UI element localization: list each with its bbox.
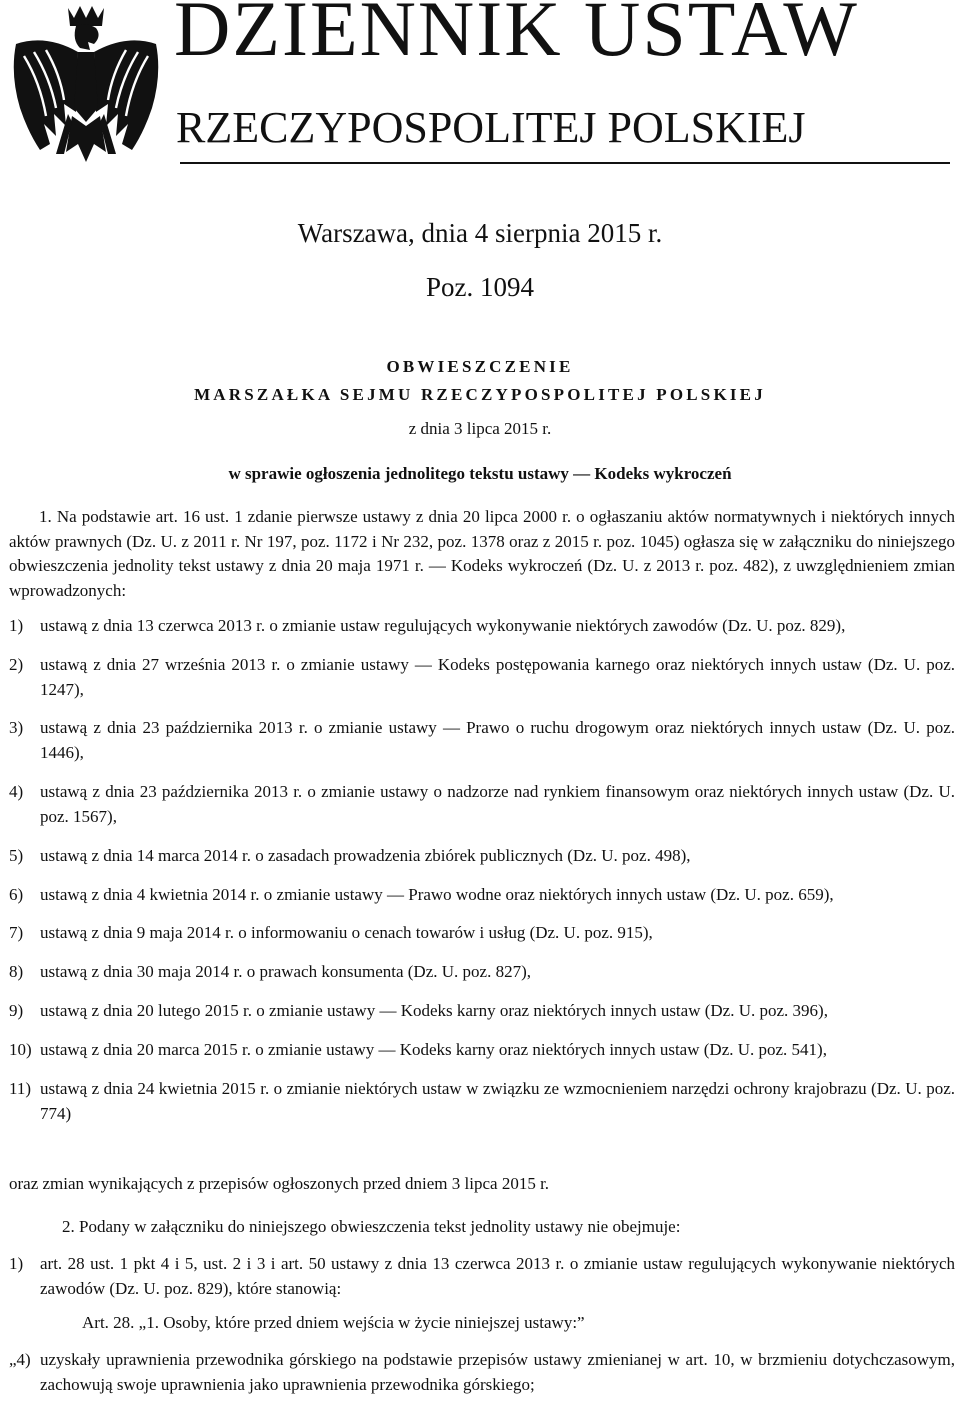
list-item-number: 11) <box>9 1079 32 1099</box>
list-item-text: uzyskały uprawnienia przewodnika górskiego na podstawie przepisów ustawy zmienianej w art. 10, w brzmieniu dotychczasowym, zachowują swoje uprawnienia jako uprawnienia przewodnika górskiego; <box>40 1350 955 1394</box>
list-item-number: 8) <box>9 962 24 982</box>
list-item-number: 2) <box>9 654 24 674</box>
list-item-number: 10) <box>9 1040 32 1060</box>
list-item <box>9 1077 955 1126</box>
intro-paragraph: 1. Na podstawie art. 16 ust. 1 zdanie pierwsze ustawy z dnia 20 lipca 2000 r. o ogłaszaniu aktów normatywnych i niektórych innych aktów prawnych (Dz. U. z 2011 r. Nr 197, poz. 1172 i Nr 232, poz. 1378 oraz z 2015 r. poz. 1045) ogłasza się w załączniku do niniejszego obwieszczenia jednolity tekst ustawy z dnia 20 maja 1971 r. — Kodeks wykroczeń (Dz. U. z 2013 r. poz. 482), z uwzględnieniem zmian wprowadzonych: <box>9 507 955 601</box>
publication-dateline: Warszawa, dnia 4 sierpnia 2015 r. <box>297 218 663 248</box>
position-number: Poz. 1094 <box>426 272 534 302</box>
list-item-text: ustawą z dnia 14 marca 2014 r. o zasadach prowadzenia zbiórek publicznych (Dz. U. poz. 498), <box>40 845 691 865</box>
list-item <box>9 921 955 946</box>
list-item-number: 5) <box>9 845 24 865</box>
decree-date: z dnia 3 lipca 2015 r. <box>408 419 552 438</box>
list-item-number: 9) <box>9 1001 24 1021</box>
list-item-number: 1) <box>9 1254 24 1273</box>
list-item-number: „4) <box>9 1350 31 1369</box>
list-item-text: ustawą z dnia 27 września 2013 r. o zmianie ustawy — Kodeks postępowania karnego oraz niektórych innych ustaw (Dz. U. poz. 1247), <box>40 654 955 699</box>
decree-issuer: MARSZAŁKA SEJMU RZECZYPOSPOLITEJ POLSKIEJ <box>194 385 766 404</box>
list-item <box>9 1348 955 1397</box>
list-item-text: ustawą z dnia 23 października 2013 r. o zmianie ustawy — Prawo o ruchu drogowym oraz niektórych innych ustaw (Dz. U. poz. 1446), <box>40 718 955 763</box>
list-item <box>9 716 955 765</box>
list-item-number: 6) <box>9 884 24 904</box>
list-item-text: ustawą z dnia 24 kwietnia 2015 r. o zmianie niektórych ustaw w związku ze wzmocnieniem narzędzi ochrony krajobrazu (Dz. U. poz. 774) <box>40 1079 955 1123</box>
list-item <box>9 653 955 702</box>
list-item-text: art. 28 ust. 1 pkt 4 i 5, ust. 2 i 3 i art. 50 ustawy z dnia 13 czerwca 2013 r. o zmianie ustaw regulujących wykonywanie niektórych zawodów (Dz. U. poz. 829), które stanowią: <box>40 1254 955 1298</box>
closing-paragraph: oraz zmian wynikających z przepisów ogłoszonych przed dniem 3 lipca 2015 r. <box>9 1174 550 1193</box>
exclusions-list <box>9 1252 955 1316</box>
list-item <box>9 999 955 1024</box>
masthead-divider <box>180 162 950 164</box>
list-item-text: ustawą z dnia 20 lutego 2015 r. o zmianie ustawy — Kodeks karny oraz niektórych innych ustaw (Dz. U. poz. 396), <box>40 1001 828 1021</box>
list-item <box>9 614 955 639</box>
list-item-text: ustawą z dnia 23 października 2013 r. o zmianie ustawy o nadzorze nad rynkiem finansowym oraz niektórych innych ustaw (Dz. U. poz. 1567), <box>40 782 955 826</box>
list-item <box>9 1252 955 1301</box>
list-item <box>9 844 955 869</box>
list-item-number: 4) <box>9 782 24 802</box>
masthead-title: DZIENNIK USTAW <box>174 0 859 72</box>
amendments-list <box>9 614 955 1141</box>
list-item-number: 1) <box>9 616 24 635</box>
list-item <box>9 960 955 985</box>
quoted-item <box>9 1348 955 1412</box>
list-item-text: ustawą z dnia 30 maja 2014 r. o prawach konsumenta (Dz. U. poz. 827), <box>40 962 531 982</box>
list-item <box>9 1038 955 1063</box>
list-item-text: ustawą z dnia 9 maja 2014 r. o informowaniu o cenach towarów i usług (Dz. U. poz. 915), <box>40 923 653 943</box>
white-eagle-emblem-icon <box>6 4 166 164</box>
list-item <box>9 883 955 908</box>
list-item <box>9 780 955 829</box>
list-item-text: ustawą z dnia 20 marca 2015 r. o zmianie ustawy — Kodeks karny oraz niektórych innych ustaw (Dz. U. poz. 541), <box>40 1040 827 1060</box>
paragraph-two: 2. Podany w załączniku do niniejszego obwieszczenia tekst jednolity ustawy nie obejmuje: <box>62 1217 681 1236</box>
list-item-number: 3) <box>9 718 24 738</box>
decree-subject: w sprawie ogłoszenia jednolitego tekstu ustawy — Kodeks wykroczeń <box>228 464 732 483</box>
list-item-text: ustawą z dnia 13 czerwca 2013 r. o zmianie ustaw regulujących wykonywanie niektórych zawodów (Dz. U. poz. 829), <box>40 616 846 635</box>
masthead-subtitle: RZECZYPOSPOLITEJ POLSKIEJ <box>176 103 806 152</box>
decree-heading: OBWIESZCZENIE <box>386 357 574 376</box>
list-item-number: 7) <box>9 923 24 943</box>
list-item-text: ustawą z dnia 4 kwietnia 2014 r. o zmianie ustawy — Prawo wodne oraz niektórych innych ustaw (Dz. U. poz. 659), <box>40 884 834 904</box>
quoted-article: Art. 28. „1. Osoby, które przed dniem wejścia w życie niniejszej ustawy:” <box>82 1313 585 1332</box>
